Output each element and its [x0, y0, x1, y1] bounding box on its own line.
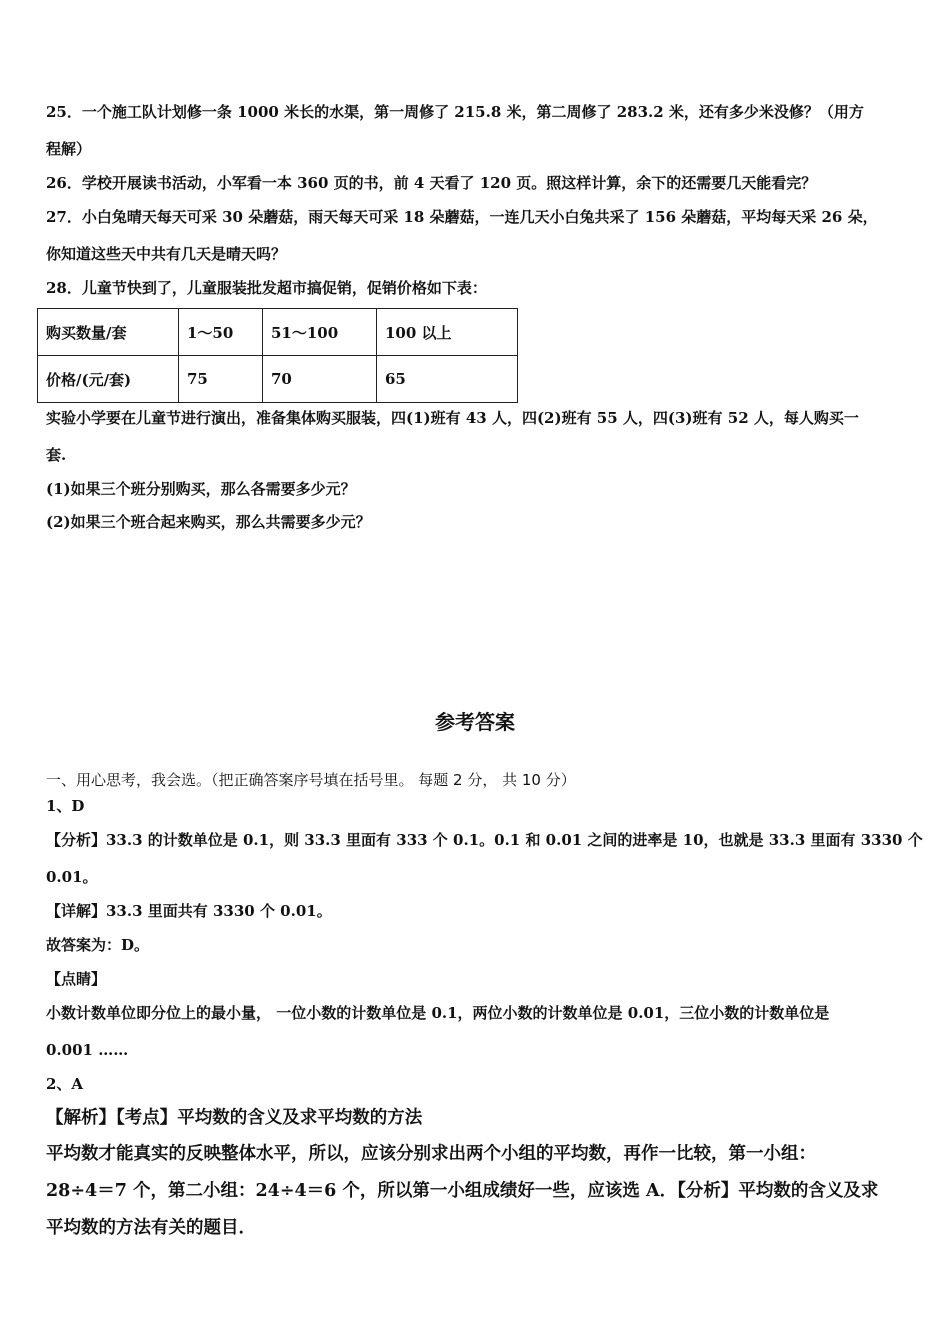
answer-1-comment-line1: 小数计数单位即分位上的最小量， 一位小数的计数单位是 0.1，两位小数的计数单位是 0.01，三位小数的计数单位是: [46, 1004, 830, 1022]
question-28-context-line1: 实验小学要在儿童节进行演出，准备集体购买服装，四(1)班有 43 人，四(2)班有 55 人，四(3)班有 52 人，每人购买一: [46, 409, 859, 427]
question-27-line1: 27．小白兔晴天每天可采 30 朵蘑菇，雨天每天可采 18 朵蘑菇，一连几天小白兔共采了 156 朵蘑菇，平均每天采 26 朵，: [46, 208, 878, 226]
answer-2: 2、A: [46, 1075, 84, 1093]
answer-1-comment-label: 【点睛】: [46, 970, 107, 988]
question-25-line2: 程解）: [46, 140, 92, 158]
question-27-line2: 你知道这些天中共有几天是晴天吗？: [46, 245, 287, 263]
question-28-part1: (1)如果三个班分别购买，那么各需要多少元？: [46, 480, 356, 498]
price-table: [37, 308, 518, 403]
question-28: 28．儿童节快到了，儿童服装批发超市搞促销，促销价格如下表：: [46, 279, 487, 297]
table-cell: 70: [263, 356, 377, 403]
answers-title: 参考答案: [435, 710, 515, 734]
question-28-context-line2: 套.: [46, 446, 67, 464]
table-row: [38, 356, 518, 403]
table-cell: 购买数量/套: [38, 309, 179, 356]
question-26: 26．学校开展读书活动，小军看一本 360 页的书，前 4 天看了 120 页。照这样计算，余下的还需要几天能看完？: [46, 174, 817, 192]
answer-1-analysis-line1: 【分析】33.3 的计数单位是 0.1，则 33.3 里面有 333 个 0.1。0.1 和 0.01 之间的进率是 10，也就是 33.3 里面有 3330 个: [46, 831, 923, 849]
question-28-part2: (2)如果三个班合起来购买，那么共需要多少元？: [46, 513, 371, 531]
table-cell: 65: [377, 356, 518, 403]
answer-2-line2: 28÷4＝7 个，第二小组：24÷4＝6 个，所以第一小组成绩好一些，应该选 A．【分析】平均数的含义及求: [46, 1181, 879, 1201]
question-25-line1: 25．一个施工队计划修一条 1000 米长的水渠，第一周修了 215.8 米，第二周修了 283.2 米，还有多少米没修？（用方: [46, 103, 864, 121]
answer-1-detail: 【详解】33.3 里面共有 3330 个 0.01。: [46, 902, 332, 920]
answer-1-conclusion: 故答案为：D。: [46, 936, 150, 954]
answer-2-explanation-label: 【解析】【考点】平均数的含义及求平均数的方法: [46, 1108, 423, 1128]
table-cell: 75: [179, 356, 263, 403]
table-row: [38, 309, 518, 356]
section-heading: 一、用心思考，我会选。（把正确答案序号填在括号里。 每题 2 分， 共 10 分）: [46, 771, 576, 789]
answer-1: 1、D: [46, 797, 85, 815]
table-cell: 51～100: [263, 309, 377, 356]
answer-2-line3: 平均数的方法有关的题目．: [46, 1218, 256, 1238]
table-cell: 100 以上: [377, 309, 518, 356]
answer-2-line1: 平均数才能真实的反映整体水平，所以，应该分别求出两个小组的平均数，再作一比较，第一小组：: [46, 1144, 816, 1164]
answer-1-comment-line2: 0.001 ……: [46, 1041, 129, 1059]
answer-1-analysis-line2: 0.01。: [46, 868, 98, 886]
table-cell: 价格/(元/套): [38, 356, 179, 403]
table-cell: 1～50: [179, 309, 263, 356]
